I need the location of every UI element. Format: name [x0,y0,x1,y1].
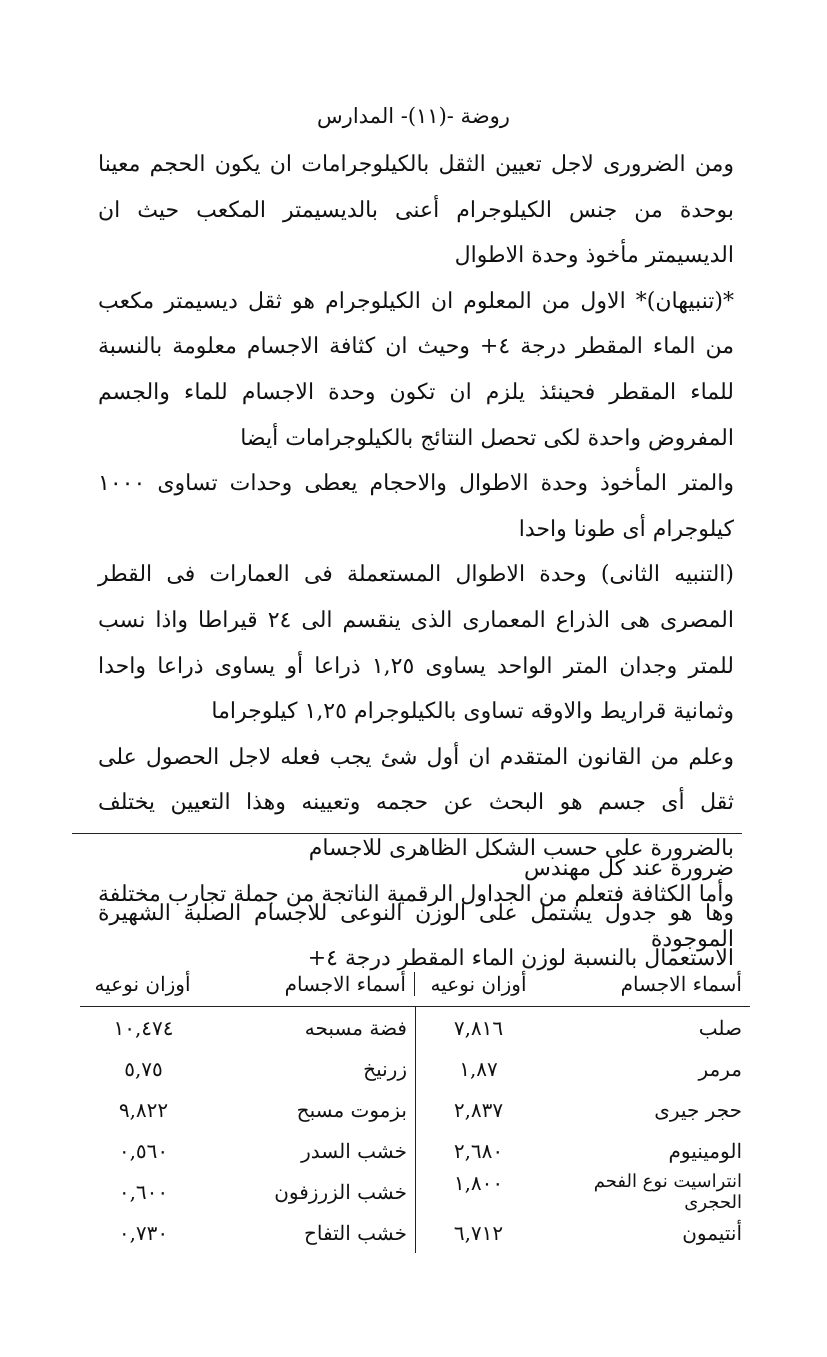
body-text [98,142,734,963]
paragraph: وعلم من القانون المتقدم ان أول شئ يجب فعله لاجل الحصول على ثقل أى جسم هو البحث عن حجمه وتعيينه وهذا التعيين يختلف بالضرورة على حسب الشكل الظاهرى للاجسام [98,744,734,861]
horizontal-rule [72,833,742,834]
material-weight: ٢,٨٣٧ [453,1097,504,1122]
material-weight: ٦,٧١٢ [453,1220,504,1245]
material-name: مرمر [698,1056,742,1081]
table-row [80,1130,750,1171]
column-header-values: أوزان نوعيه [430,972,527,996]
table-row [80,1089,750,1130]
table-header [80,962,750,1007]
material-weight: ١٠,٤٧٤ [113,1015,174,1040]
running-header: روضة -(١١)- المدارس [317,104,510,128]
body-text-continued [98,846,734,981]
table-row [80,1171,750,1212]
material-name: زرنيخ [363,1056,407,1081]
material-weight: ٠,٥٦٠ [118,1138,169,1163]
material-weight: ٧,٨١٦ [453,1015,504,1040]
material-weight: ٠,٦٠٠ [118,1179,169,1204]
material-name: خشب الزرزفون [274,1179,407,1204]
material-name: فضة مسبحه [304,1015,407,1040]
table-row [80,1048,750,1089]
paragraph: وأما الكثافة فتعلم من الجداول الرقمية الناتجة من جملة تجارب مختلفة الموجودة [98,881,734,953]
material-name: صلب [698,1015,742,1040]
material-weight: ٩,٨٢٢ [118,1097,169,1122]
paragraph: والمتر المأخوذ وحدة الاطوال والاحجام يعطى وحدات تساوى ١٠٠٠ كيلوجرام أى طونا واحدا [98,471,734,542]
specific-weights-table [80,962,750,1253]
material-weight: ١,٨٠٠ [453,1170,504,1195]
column-header-values: أوزان نوعيه [94,972,191,996]
material-name: خشب التفاح [303,1220,407,1245]
table-row [80,1007,750,1048]
material-name: بزموت مسبح [296,1097,407,1122]
material-weight: ٠,٧٣٠ [118,1220,169,1245]
material-name: حجر جيرى [654,1097,742,1122]
material-name: الومينيوم [668,1138,742,1163]
material-name: أنتيمون [682,1220,742,1245]
material-name: خشب السدر [301,1138,407,1163]
paragraph: وها هو جدول يشتمل على الوزن النوعى للاجسام الصلبة الشهيرة الاستعمال بالنسبة لوزن الماء المقطر درجة ٤+ [98,901,734,971]
paragraph: (التنبيه الثانى) وحدة الاطوال المستعملة فى العمارات فى القطر المصرى هى الذراع المعمارى الذى ينقسم الى ٢٤ قيراطا واذا نسب للمتر وجدان المتر الواحد يساوى ١,٢٥ ذراعا أو يساوى ذراعا واحدا وثمانية قراريط والاوقه تساوى بالكيلوجرام ١,٢٥ كيلوجراما [98,562,734,725]
material-weight: ١,٨٧ [459,1056,498,1081]
paragraph: ومن الضرورى لاجل تعيين الثقل بالكيلوجرامات ان يكون الحجم معينا بوحدة من جنس الكيلوجرام أعنى بالديسيمتر المكعب حيث ان الديسيمتر مأخوذ وحدة الاطوال [98,152,734,269]
table-row [80,1212,750,1253]
column-header-names: أسماء الاجسام [284,972,406,996]
material-weight: ٢,٦٨٠ [453,1138,504,1163]
column-header-names: أسماء الاجسام [620,972,742,996]
material-weight: ٥,٧٥ [124,1056,163,1081]
table-body [80,1007,750,1253]
paragraph: ضرورة عند كل مهندس [524,856,734,881]
material-name: انتراسيت نوع الفحم الحجرى [593,1170,742,1213]
paragraph: *(تنبيهان)* الاول من المعلوم ان الكيلوجرام هو ثقل ديسيمتر مكعب من الماء المقطر درجة ٤+ وحيث ان كثافة الاجسام معلومة بالنسبة للماء المقطر فحينئذ يلزم ان تكون وحدة الاجسام للماء والجسم المفروض واحدة لكى تحصل النتائج بالكيلوجرامات أيضا [98,288,734,451]
